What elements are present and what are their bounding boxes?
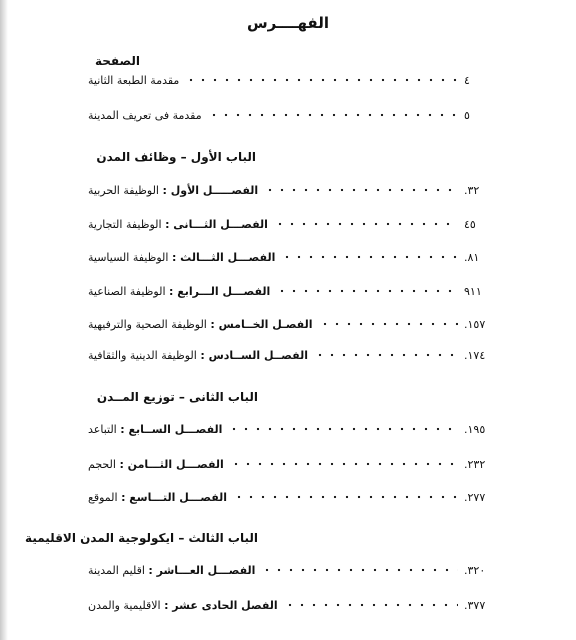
entry-label xyxy=(88,318,313,331)
toc-entry-chapter xyxy=(88,420,486,438)
page-number: ٤ xyxy=(464,73,470,87)
toc-entry-intro-2 xyxy=(88,106,486,124)
chapter-number: الفصـــل الثـــانى : xyxy=(165,217,268,231)
page-number: ٤٥ xyxy=(464,217,476,231)
entry-label: مقدمة الطبعة الثانية xyxy=(88,73,180,87)
chapter-number: الفصـــل الثـــالث : xyxy=(171,250,276,264)
page-number: ١٧٤. xyxy=(464,348,486,362)
toc-entry-intro-1 xyxy=(88,71,486,89)
toc-entry-chapter xyxy=(88,455,486,473)
chapter-topic: الوظيفة الصحية والترفيهية xyxy=(88,317,207,331)
chapter-number: الفصل الحادى عشر : xyxy=(164,598,278,612)
chapter-topic: الوظيفة الحربية xyxy=(88,183,159,197)
chapter-number: الفصـــل الـــرابع : xyxy=(169,284,271,298)
entry-label: مقدمة فى تعريف المدينة xyxy=(88,108,202,122)
page-number: ٨١. xyxy=(464,250,480,264)
chapter-number: الفصـــل التـــاسع : xyxy=(121,490,228,504)
toc-entry-chapter xyxy=(88,248,486,266)
toc-entry-chapter xyxy=(88,488,486,506)
page-number: ٣٢٠. xyxy=(464,563,486,577)
dot-leader xyxy=(228,426,458,432)
dot-leader xyxy=(233,494,458,500)
chapter-topic: الوظيفة التجارية xyxy=(88,217,162,231)
entry-label xyxy=(88,285,270,298)
dot-leader xyxy=(208,112,458,118)
chapter-topic: الوظيفة السياسية xyxy=(88,250,169,264)
page-number: ٢٣٢. xyxy=(464,457,486,471)
section-heading-2: الباب الثانى – توزيع المــدن xyxy=(96,390,258,404)
chapter-number: الفصـــــل الأول : xyxy=(162,183,259,197)
dot-leader xyxy=(284,602,458,608)
dot-leader xyxy=(276,288,458,294)
dot-leader xyxy=(261,567,458,573)
chapter-number: الفصـــل الســابع : xyxy=(120,422,223,436)
section-heading-1: الباب الأول – وظائف المدن xyxy=(96,150,256,164)
toc-entry-chapter xyxy=(88,282,486,300)
entry-label xyxy=(88,349,308,362)
entry-label xyxy=(88,458,224,471)
page-number: ١٩٥. xyxy=(464,422,486,436)
page-number: ٣٧٧. xyxy=(464,598,486,612)
entry-label xyxy=(88,423,222,436)
chapter-topic: الوظيفة الدينية والثقافية xyxy=(88,348,197,362)
entry-label xyxy=(88,599,278,612)
dot-leader xyxy=(281,254,458,260)
chapter-topic: التباعد xyxy=(88,422,117,436)
page-number: ١٥٧. xyxy=(464,317,486,331)
dot-leader xyxy=(314,352,458,358)
toc-entry-chapter xyxy=(88,181,486,199)
chapter-topic: الموقع xyxy=(88,490,118,504)
chapter-topic: الاقليمية والمدن xyxy=(88,598,161,612)
section-heading-3: الباب الثالث – ايكولوجية المدن الاقليمية xyxy=(25,531,258,545)
page-number: ٢٧٧. xyxy=(464,490,486,504)
scan-shadow xyxy=(0,0,8,640)
chapter-number: الفصــل الســادس : xyxy=(200,348,308,362)
toc-entry-chapter xyxy=(88,315,486,333)
entry-label xyxy=(88,184,258,197)
chapter-topic: الحجم xyxy=(88,457,116,471)
toc-entry-chapter xyxy=(88,215,486,233)
chapter-number: الفصـــل العـــاشر : xyxy=(148,563,256,577)
entry-label xyxy=(88,491,227,504)
entry-label xyxy=(88,564,255,577)
chapter-number: الفصـل الخــامس : xyxy=(210,317,313,331)
dot-leader xyxy=(319,321,459,327)
dot-leader xyxy=(230,461,458,467)
page-title: الفهــــرس xyxy=(246,14,329,32)
toc-entry-chapter xyxy=(88,561,486,579)
page-number: ٣٢. xyxy=(464,183,480,197)
page-column-label: الصفحة xyxy=(94,54,140,68)
dot-leader xyxy=(274,221,458,227)
toc-entry-chapter xyxy=(88,596,486,614)
chapter-topic: الوظيفة الصناعية xyxy=(88,284,166,298)
page-number: ٥ xyxy=(464,108,470,122)
dot-leader xyxy=(185,77,458,83)
page-number: ٩١١ xyxy=(464,284,482,298)
entry-label xyxy=(88,251,275,264)
toc-entry-chapter xyxy=(88,346,486,364)
chapter-topic: اقليم المدينة xyxy=(88,563,145,577)
chapter-number: الفصـــل الثـــامن : xyxy=(119,457,224,471)
dot-leader xyxy=(264,187,458,193)
entry-label xyxy=(88,218,268,231)
